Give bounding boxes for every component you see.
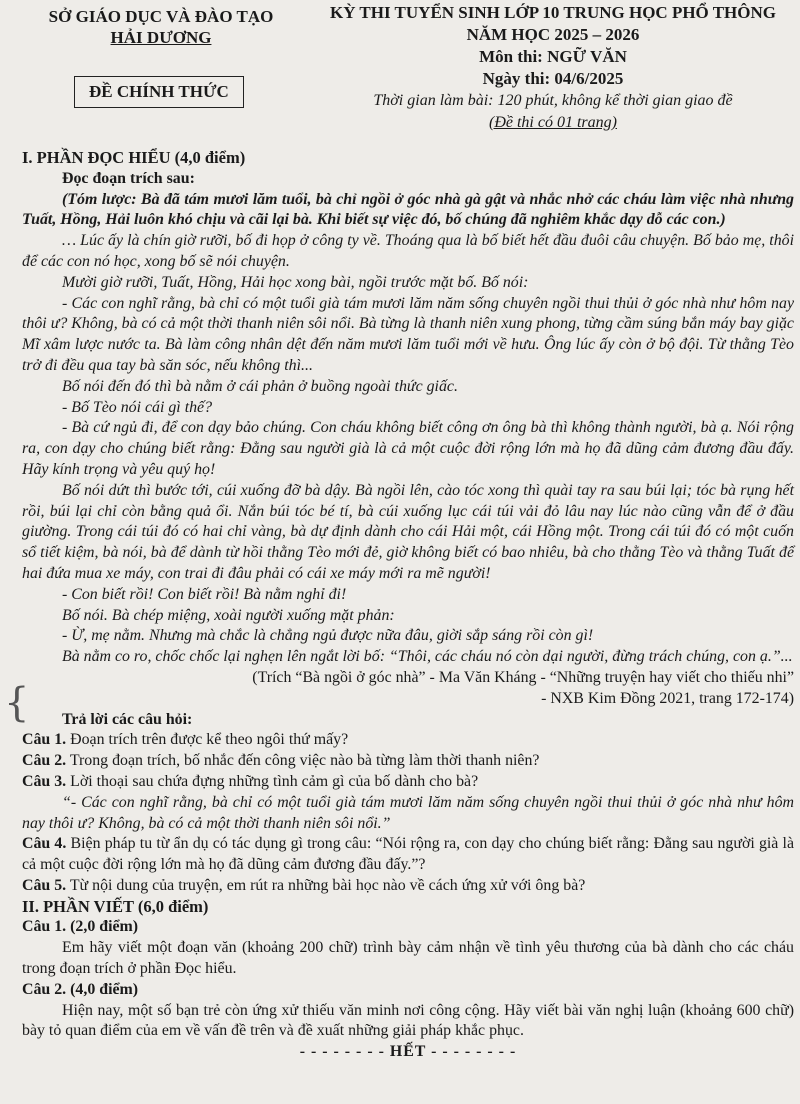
exam-header xyxy=(22,0,794,148)
question-item xyxy=(22,730,794,751)
passage-paragraph: Bà nằm co ro, chốc chốc lại nghẹn lên ngắt lời bố: “Thôi, các cháu nó còn dại người, đừng trách chúng, con ạ.”... xyxy=(62,648,793,666)
passage-paragraph: - Ừ, mẹ nằm. Nhưng mà chắc là chẳng ngủ được nữa đâu, giời sắp sáng rồi còn gì! xyxy=(62,627,594,645)
passage-paragraph: Mười giờ rưỡi, Tuất, Hồng, Hải học xong bài, ngồi trước mặt bố. Bố nói: xyxy=(62,273,529,291)
passage-paragraph: Bố nói dứt thì bước tới, cúi xuống đỡ bà dậy. Bà ngồi lên, cào tóc xong thì quài tay ra sau búi lại; tóc bà rụng hết rồi, búi lại chỉ còn bằng quả ổi. Nắn búi tóc bé tí, bà cúi xuống lục cái túi vải đỏ lâu nay lúc nào cũng vẫn để ở đầu giường. Trong cái túi đó có hai chỉ vàng, bà dự định dành cho cái Hải một, cái Hồng một. Trong cái túi đó có một cuốn sổ tiết kiệm, bà nói, bà để dành từ hồi thằng Tèo mới đẻ, giờ không biết có bao nhiêu, bà cho thằng Tèo và thằng Tuất để hai đứa mua xe máy, con trai đi đâu phải có cái xe máy mới ra mẽ người! xyxy=(22,481,794,582)
passage-paragraph: - Bố Tèo nói cái gì thế? xyxy=(62,398,213,416)
part1-title: I. PHẦN ĐỌC HIỂU (4,0 điểm) xyxy=(22,148,246,167)
issuing-authority xyxy=(36,6,286,48)
question-item xyxy=(22,876,794,897)
subject: Môn thi: NGỮ VĂN xyxy=(479,47,627,66)
passage-paragraph: - Bà cứ ngủ đi, để con dạy bảo chúng. Con cháu không biết công ơn ông bà thì không thành người, bà ạ. Nói rộng ra, con dạy cho chúng biết rằng: Đằng sau người già là cả một cuộc đời rộng lớn mà họ đã dũng cảm đương đầu đấy. Hãy kính trọng và yêu quý họ! xyxy=(22,419,794,478)
writing-q1-label: Câu 1. (2,0 điểm) xyxy=(22,918,139,936)
writing-q1-text: Em hãy viết một đoạn văn (khoảng 200 chữ) trình bày cảm nhận về tình yêu thương của bà dành cho các cháu trong đoạn trích ở phần Đọc hiểu. xyxy=(22,939,794,978)
org-line-1: SỞ GIÁO DỤC VÀ ĐÀO TẠO xyxy=(48,7,274,26)
question-text: Lời thoại sau chứa đựng những tình cảm gì của bố dành cho bà? xyxy=(70,772,479,790)
question-item xyxy=(22,772,794,793)
reading-instruction: Đọc đoạn trích sau: xyxy=(62,169,195,187)
passage-paragraph: - Con biết rồi! Con biết rồi! Bà nằm nghỉ đi! xyxy=(62,585,347,603)
end-marker: - - - - - - - - HẾT - - - - - - - - xyxy=(299,1043,517,1061)
page-count: (Đề thi có 01 trang) xyxy=(489,114,617,131)
question-label: Câu 5. xyxy=(22,876,67,894)
writing-q2-label: Câu 2. (4,0 điểm) xyxy=(22,980,139,998)
question-label: Câu 2. xyxy=(22,752,67,770)
exam-info xyxy=(304,2,800,134)
exam-date: Ngày thi: 04/6/2025 xyxy=(482,69,624,88)
question-text: Biện pháp tu từ ẩn dụ có tác dụng gì trong câu: “Nói rộng ra, con dạy cho chúng biết rằng: Đằng sau người già là cả một cuộc đời rộng lớn mà họ đã dũng cảm đương đầu đấy.”? xyxy=(22,835,794,874)
handwritten-brace-mark: { xyxy=(4,680,30,726)
part2-title: II. PHẦN VIẾT (6,0 điểm) xyxy=(22,896,209,916)
school-year: NĂM HỌC 2025 – 2026 xyxy=(466,25,640,44)
passage-paragraph: … Lúc ấy là chín giờ rưỡi, bố đi họp ở công ty về. Thoáng qua là bố biết hết đầu đuôi câu chuyện. Bố bảo mẹ, thôi để các con nó học, xong bố sẽ nói chuyện. xyxy=(22,232,794,270)
official-stamp-box: ĐỀ CHÍNH THỨC xyxy=(74,76,244,108)
source-citation-1: (Trích “Bà ngồi ở góc nhà” - Ma Văn Kháng - “Những truyện hay viết cho thiếu nhi” xyxy=(252,668,794,686)
question-text: Đoạn trích trên được kể theo ngôi thứ mấy? xyxy=(70,731,349,749)
answer-prompt: Trả lời các câu hỏi: xyxy=(62,710,193,728)
question-text: Trong đoạn trích, bố nhắc đến công việc nào bà từng làm thời thanh niên? xyxy=(69,752,540,770)
exam-duration: Thời gian làm bài: 120 phút, không kể thời gian giao đề xyxy=(373,92,733,109)
source-citation-2: - NXB Kim Đồng 2021, trang 172-174) xyxy=(541,689,794,707)
question-label: Câu 1. xyxy=(22,731,67,749)
passage-paragraph: - Các con nghĩ rằng, bà chỉ có một tuổi già tám mươi lăm năm sống chuyên ngồi thui thủi ở góc nhà như hôm nay thôi ư? Không, bà có cả một thời thanh niên sôi nổi. Bà từng là thanh niên xung phong, từng cầm súng bắn máy bay giặc Mĩ xâm lược nước ta. Bà làm công nhân dệt đến năm mươi lăm tuổi mới về hưu. Ông lúc ấy còn ở bộ đội. Từ thằng Tèo trở đi đều qua tay bà săn sóc, nếu không thì... xyxy=(22,294,794,374)
question-label: Câu 4. xyxy=(22,835,67,853)
question-item xyxy=(22,751,794,772)
question-item xyxy=(22,834,794,876)
question-3-quote: “- Các con nghĩ rằng, bà chỉ có một tuổi già tám mươi lăm năm sống chuyên ngồi thui thủi ở góc nhà như hôm nay thôi ư? Không, bà có cả một thời thanh niên sôi nổi.” xyxy=(22,793,794,832)
exam-body xyxy=(22,148,794,1063)
passage-paragraph: Bố nói. Bà chép miệng, xoài người xuống mặt phản: xyxy=(62,606,395,624)
exam-title: KỲ THI TUYỂN SINH LỚP 10 TRUNG HỌC PHỔ THÔNG xyxy=(329,3,777,22)
passage-summary: (Tóm lược: Bà đã tám mươi lăm tuổi, bà chỉ ngồi ở góc nhà gà gật và nhắc nhở các cháu làm việc nhà nhưng Tuất, Hồng, Hải luôn khó chịu và cãi lại bà. Khi biết sự việc đó, bố chúng đã nghiêm khắc dạy dỗ các con.) xyxy=(22,190,794,229)
passage-paragraph: Bố nói đến đó thì bà nằm ở cái phản ở buồng ngoài thức giấc. xyxy=(62,377,458,395)
org-line-2: HẢI DƯƠNG xyxy=(110,28,212,47)
question-label: Câu 3. xyxy=(22,772,67,790)
writing-q2-text: Hiện nay, một số bạn trẻ còn ứng xử thiếu văn minh nơi công cộng. Hãy viết bài văn nghị luận (khoảng 600 chữ) bày tỏ quan điểm của em về vấn đề trên và đề xuất những giải pháp khắc phục. xyxy=(22,1001,794,1040)
question-text: Từ nội dung của truyện, em rút ra những bài học nào về cách ứng xử với ông bà? xyxy=(69,876,586,894)
